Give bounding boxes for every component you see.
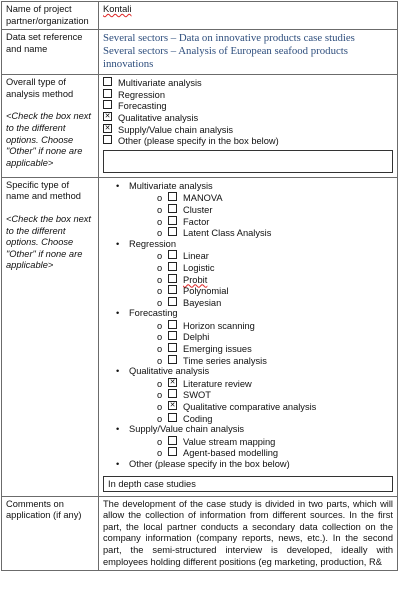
specific-subitem-label: Horizon scanning — [183, 320, 255, 331]
specific-category-name: • Supply/Value chain analysis — [129, 424, 245, 435]
circle-bullet-icon: o — [157, 448, 163, 459]
circle-bullet-icon: o — [157, 297, 163, 308]
circle-bullet-icon: o — [157, 344, 163, 355]
specific-subitems — [129, 192, 393, 238]
circle-bullet-icon: o — [157, 378, 163, 389]
specific-subitem-label: Logistic — [183, 262, 215, 273]
analysis-form-table — [1, 1, 398, 571]
specific-category — [129, 308, 393, 366]
circle-bullet-icon: o — [157, 193, 163, 204]
circle-bullet-icon: o — [157, 390, 163, 401]
overall-label: Overall type of analysis method — [6, 77, 74, 99]
specific-categories-list — [103, 181, 393, 459]
specific-label-cell — [2, 177, 99, 496]
checked-checkbox[interactable] — [103, 124, 112, 133]
specific-subitem[interactable] — [157, 436, 393, 448]
checked-checkbox[interactable] — [168, 378, 177, 387]
specific-label: Specific type of name and method — [6, 179, 81, 202]
checkbox[interactable] — [168, 192, 177, 201]
specific-subitem-label: Literature review — [183, 378, 252, 389]
specific-subitem-label: Coding — [183, 413, 213, 424]
specific-subitems — [129, 436, 393, 459]
overall-options-list — [103, 77, 393, 147]
specific-other-list — [103, 459, 393, 471]
checkbox[interactable] — [103, 89, 112, 98]
dataset-line-1: Several sectors – Data on innovative products case studies — [103, 32, 355, 45]
specific-subitem-label: Linear — [183, 251, 209, 262]
overall-options-cell — [99, 75, 398, 178]
checkbox[interactable] — [168, 250, 177, 259]
specific-subitem[interactable] — [157, 274, 393, 286]
project-value-cell[interactable] — [99, 2, 398, 30]
specific-subitems — [129, 378, 393, 424]
checkbox[interactable] — [168, 331, 177, 340]
comments-text[interactable]: The development of the case study is divided in two parts, which will allow the collection of information from different sources. In the first part, the local partner conducts a secondary data collection on the company information (company reports, news, etc.). In the second part, the semi-structured interview is developed, ideally with employees holding different positions (eg marketing, production, R& — [99, 496, 398, 571]
overall-option[interactable] — [103, 124, 393, 136]
specific-subitems — [129, 320, 393, 366]
checkbox[interactable] — [103, 77, 112, 86]
specific-subitem-label: Agent-based modelling — [183, 448, 279, 459]
circle-bullet-icon: o — [157, 262, 163, 273]
circle-bullet-icon: o — [157, 332, 163, 343]
overall-label-cell — [2, 75, 99, 178]
specific-category-name: • Forecasting — [129, 308, 178, 319]
specific-category — [129, 181, 393, 239]
project-row — [2, 2, 398, 30]
overall-option-label: Multivariate analysis — [118, 78, 202, 89]
checkbox[interactable] — [168, 355, 177, 364]
specific-row — [2, 177, 398, 496]
specific-subitem-label: Probit — [183, 274, 208, 285]
specific-subitem[interactable] — [157, 192, 393, 204]
specific-category — [129, 424, 393, 459]
overall-option[interactable] — [103, 77, 393, 89]
circle-bullet-icon: o — [157, 413, 163, 424]
dataset-row — [2, 30, 398, 75]
specific-other-item: • Other (please specify in the box below) — [129, 459, 393, 471]
overall-option-label: Qualitative analysis — [118, 112, 199, 123]
circle-bullet-icon: o — [157, 286, 163, 297]
checkbox[interactable] — [168, 204, 177, 213]
specific-note: <Check the box next to the different options. Choose "Other" if none are applicable> — [6, 213, 92, 271]
checkbox[interactable] — [168, 297, 177, 306]
specific-subitem[interactable] — [157, 343, 393, 355]
checkbox[interactable] — [103, 135, 112, 144]
specific-subitem-label: Delphi — [183, 332, 210, 343]
specific-subitem[interactable] — [157, 378, 393, 390]
specific-subitem-label: Emerging issues — [183, 344, 252, 355]
specific-subitem-label: Polynomial — [183, 286, 229, 297]
circle-bullet-icon: o — [157, 228, 163, 239]
specific-subitem[interactable] — [157, 297, 393, 309]
specific-subitem[interactable] — [157, 216, 393, 228]
circle-bullet-icon: o — [157, 274, 163, 285]
checkbox[interactable] — [168, 216, 177, 225]
specific-other-input[interactable]: In depth case studies — [103, 476, 393, 492]
comments-label: Comments on application (if any) — [2, 496, 99, 571]
specific-subitem[interactable] — [157, 320, 393, 332]
checked-checkbox[interactable] — [168, 401, 177, 410]
specific-category-name: • Qualitative analysis — [129, 366, 210, 377]
specific-subitem-label: Cluster — [183, 204, 213, 215]
checkbox[interactable] — [168, 262, 177, 271]
circle-bullet-icon: o — [157, 204, 163, 215]
project-label: Name of project partner/organization — [2, 2, 99, 30]
specific-subitem[interactable] — [157, 285, 393, 297]
specific-subitem-label: Value stream mapping — [183, 436, 276, 447]
overall-option[interactable] — [103, 89, 393, 101]
overall-option[interactable] — [103, 135, 393, 147]
overall-option-label: Supply/Value chain analysis — [118, 124, 234, 135]
specific-subitem-label: Factor — [183, 216, 210, 227]
specific-subitem[interactable] — [157, 262, 393, 274]
checked-checkbox[interactable] — [103, 112, 112, 121]
circle-bullet-icon: o — [157, 402, 163, 413]
overall-option-label: Other (please specify in the box below) — [118, 136, 279, 147]
circle-bullet-icon: o — [157, 251, 163, 262]
circle-bullet-icon: o — [157, 436, 163, 447]
specific-subitem[interactable] — [157, 413, 393, 425]
specific-subitems — [129, 250, 393, 308]
specific-subitem[interactable] — [157, 355, 393, 367]
specific-options-cell — [99, 177, 398, 496]
specific-subitem[interactable] — [157, 227, 393, 239]
specific-subitem[interactable] — [157, 447, 393, 459]
overall-option[interactable] — [103, 112, 393, 124]
specific-subitem-label: Bayesian — [183, 297, 222, 308]
circle-bullet-icon: o — [157, 320, 163, 331]
specific-category-name: • Regression — [129, 238, 177, 249]
dataset-value-cell[interactable] — [99, 30, 398, 75]
specific-subitem[interactable] — [157, 204, 393, 216]
checkbox[interactable] — [168, 436, 177, 445]
checkbox[interactable] — [168, 447, 177, 456]
checkbox[interactable] — [103, 100, 112, 109]
dataset-line-2: Several sectors – Analysis of European seafood products innovations — [103, 45, 348, 71]
overall-option-label: Regression — [118, 89, 166, 100]
specific-category-name: • Multivariate analysis — [129, 180, 213, 191]
checkbox[interactable] — [168, 389, 177, 398]
circle-bullet-icon: o — [157, 355, 163, 366]
overall-note: <Check the box next to the different options. Choose "Other" if none are applicable> — [6, 111, 92, 168]
specific-subitem[interactable] — [157, 250, 393, 262]
checkbox[interactable] — [168, 227, 177, 236]
dataset-label: Data set reference and name — [2, 30, 99, 75]
overall-option-label: Forecasting — [118, 101, 167, 112]
checkbox[interactable] — [168, 343, 177, 352]
specific-subitem-label: Qualitative comparative analysis — [183, 402, 317, 413]
specific-subitem[interactable] — [157, 401, 393, 413]
overall-other-input[interactable] — [103, 150, 393, 173]
specific-subitem-label: Time series analysis — [183, 355, 267, 366]
checkbox[interactable] — [168, 274, 177, 283]
checkbox[interactable] — [168, 320, 177, 329]
specific-category — [129, 366, 393, 424]
specific-subitem-label: SWOT — [183, 390, 211, 401]
project-value: Kontali — [103, 4, 132, 14]
specific-subitem-label: Latent Class Analysis — [183, 228, 272, 239]
comments-row — [2, 496, 398, 571]
overall-option[interactable] — [103, 100, 393, 112]
overall-row — [2, 75, 398, 178]
circle-bullet-icon: o — [157, 216, 163, 227]
checkbox[interactable] — [168, 413, 177, 422]
checkbox[interactable] — [168, 285, 177, 294]
specific-subitem[interactable] — [157, 389, 393, 401]
specific-subitem-label: MANOVA — [183, 193, 223, 204]
specific-category — [129, 239, 393, 309]
specific-subitem[interactable] — [157, 331, 393, 343]
